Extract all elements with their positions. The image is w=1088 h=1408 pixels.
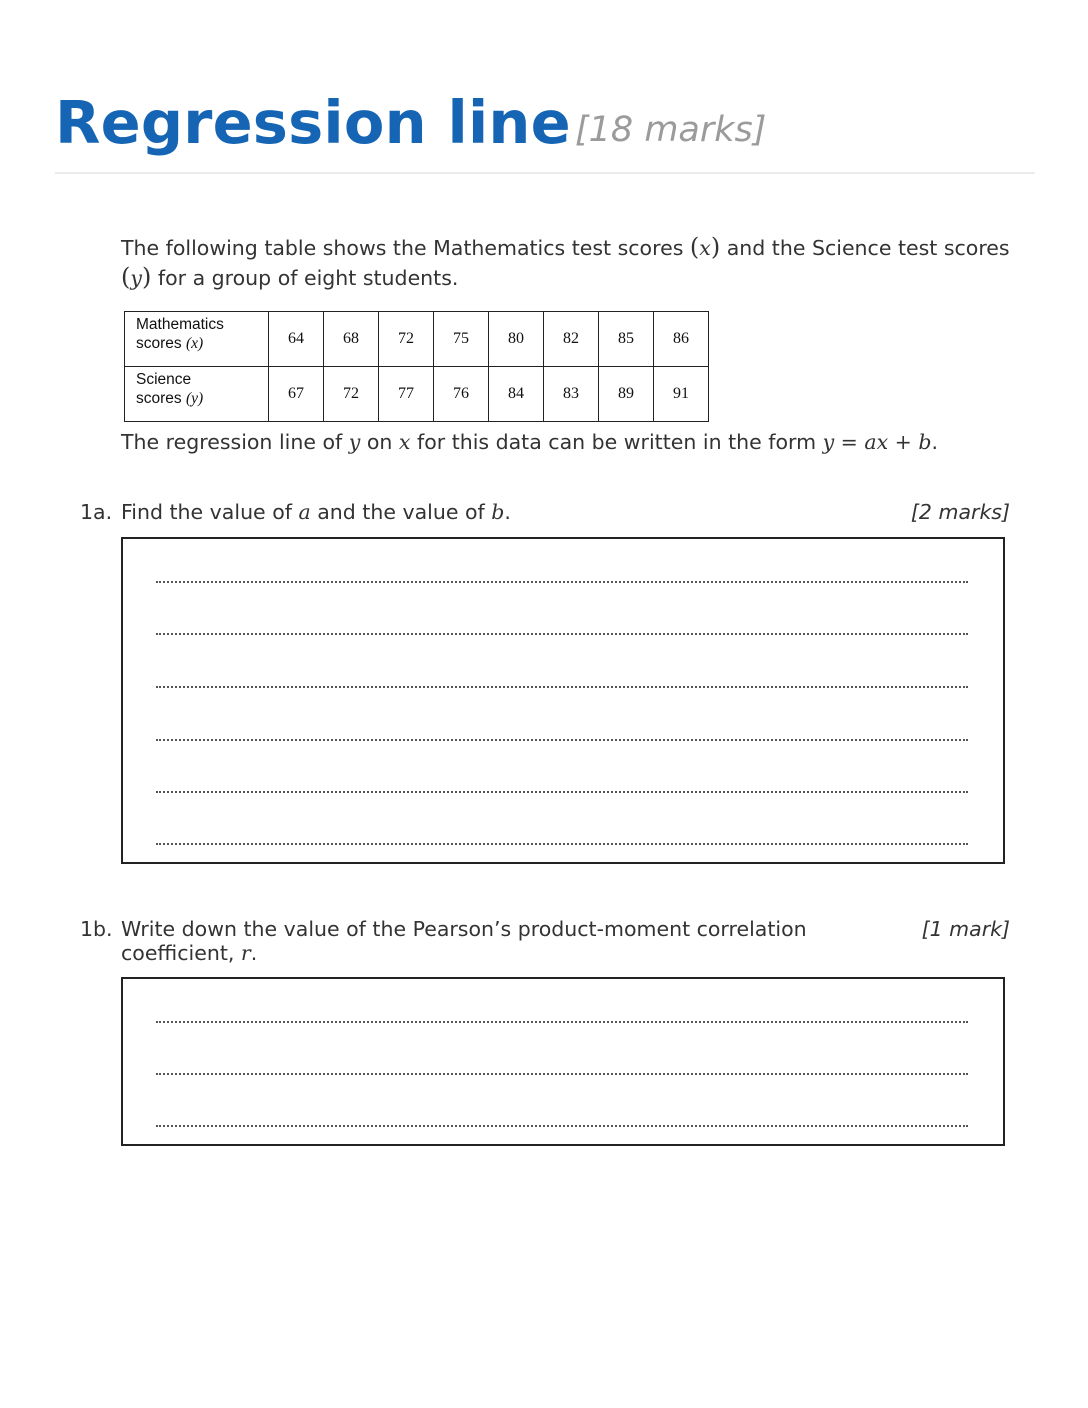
question-text-1a: Find the value of a and the value of b. — [121, 500, 511, 524]
question-number-1a: 1a. — [80, 500, 113, 524]
answer-line — [156, 686, 968, 688]
intro-text-1: The following table shows the Mathematics test scores — [121, 236, 690, 260]
page-header — [55, 88, 1035, 174]
table-row-math — [125, 312, 709, 367]
total-marks: [18 marks] — [575, 110, 767, 150]
question-text-1b: Write down the value of the Pearson’s product-moment correlation coefficient, r. — [121, 917, 807, 965]
answer-line — [156, 633, 968, 635]
table-cell: 67 — [269, 367, 324, 422]
table-cell: 72 — [379, 312, 434, 367]
row-header-science: Science scores (y) — [125, 367, 269, 422]
table-cell: 83 — [544, 367, 599, 422]
answer-box-1a[interactable] — [121, 537, 1005, 864]
table-cell: 64 — [269, 312, 324, 367]
table-cell: 76 — [434, 367, 489, 422]
answer-line — [156, 1125, 968, 1127]
regression-formula: y = ax + b — [822, 430, 932, 454]
table-cell: 89 — [599, 367, 654, 422]
y-variable: y — [130, 266, 142, 290]
table-cell: 72 — [324, 367, 379, 422]
answer-line — [156, 791, 968, 793]
question-number-1b: 1b. — [80, 917, 113, 941]
table-cell: 77 — [379, 367, 434, 422]
scores-table — [124, 311, 709, 422]
answer-box-1b[interactable] — [121, 977, 1005, 1146]
question-marks-1b: [1 mark] — [921, 917, 1010, 941]
table-cell: 80 — [489, 312, 544, 367]
answer-line — [156, 843, 968, 845]
table-cell: 75 — [434, 312, 489, 367]
table-cell: 68 — [324, 312, 379, 367]
table-cell: 91 — [654, 367, 709, 422]
table-cell: 85 — [599, 312, 654, 367]
answer-line — [156, 1021, 968, 1023]
page-title: Regression line — [55, 88, 571, 157]
table-row-science — [125, 367, 709, 422]
table-cell: 82 — [544, 312, 599, 367]
answer-line — [156, 1073, 968, 1075]
answer-line — [156, 581, 968, 583]
intro-paragraph: The following table shows the Mathematics test scores (x) and the Science test scores (y) for a group of eight students. — [121, 233, 1010, 291]
question-marks-1a: [2 marks] — [910, 500, 1010, 524]
answer-line — [156, 739, 968, 741]
row-header-math: Mathematics scores (x) — [125, 312, 269, 367]
regression-statement: The regression line of y on x for this data can be written in the form y = ax + b. — [121, 430, 938, 454]
table-cell: 84 — [489, 367, 544, 422]
table-cell: 86 — [654, 312, 709, 367]
x-variable: x — [699, 236, 711, 260]
intro-text-2: and the Science test scores — [720, 236, 1010, 260]
intro-text-3: for a group of eight students. — [151, 266, 459, 290]
